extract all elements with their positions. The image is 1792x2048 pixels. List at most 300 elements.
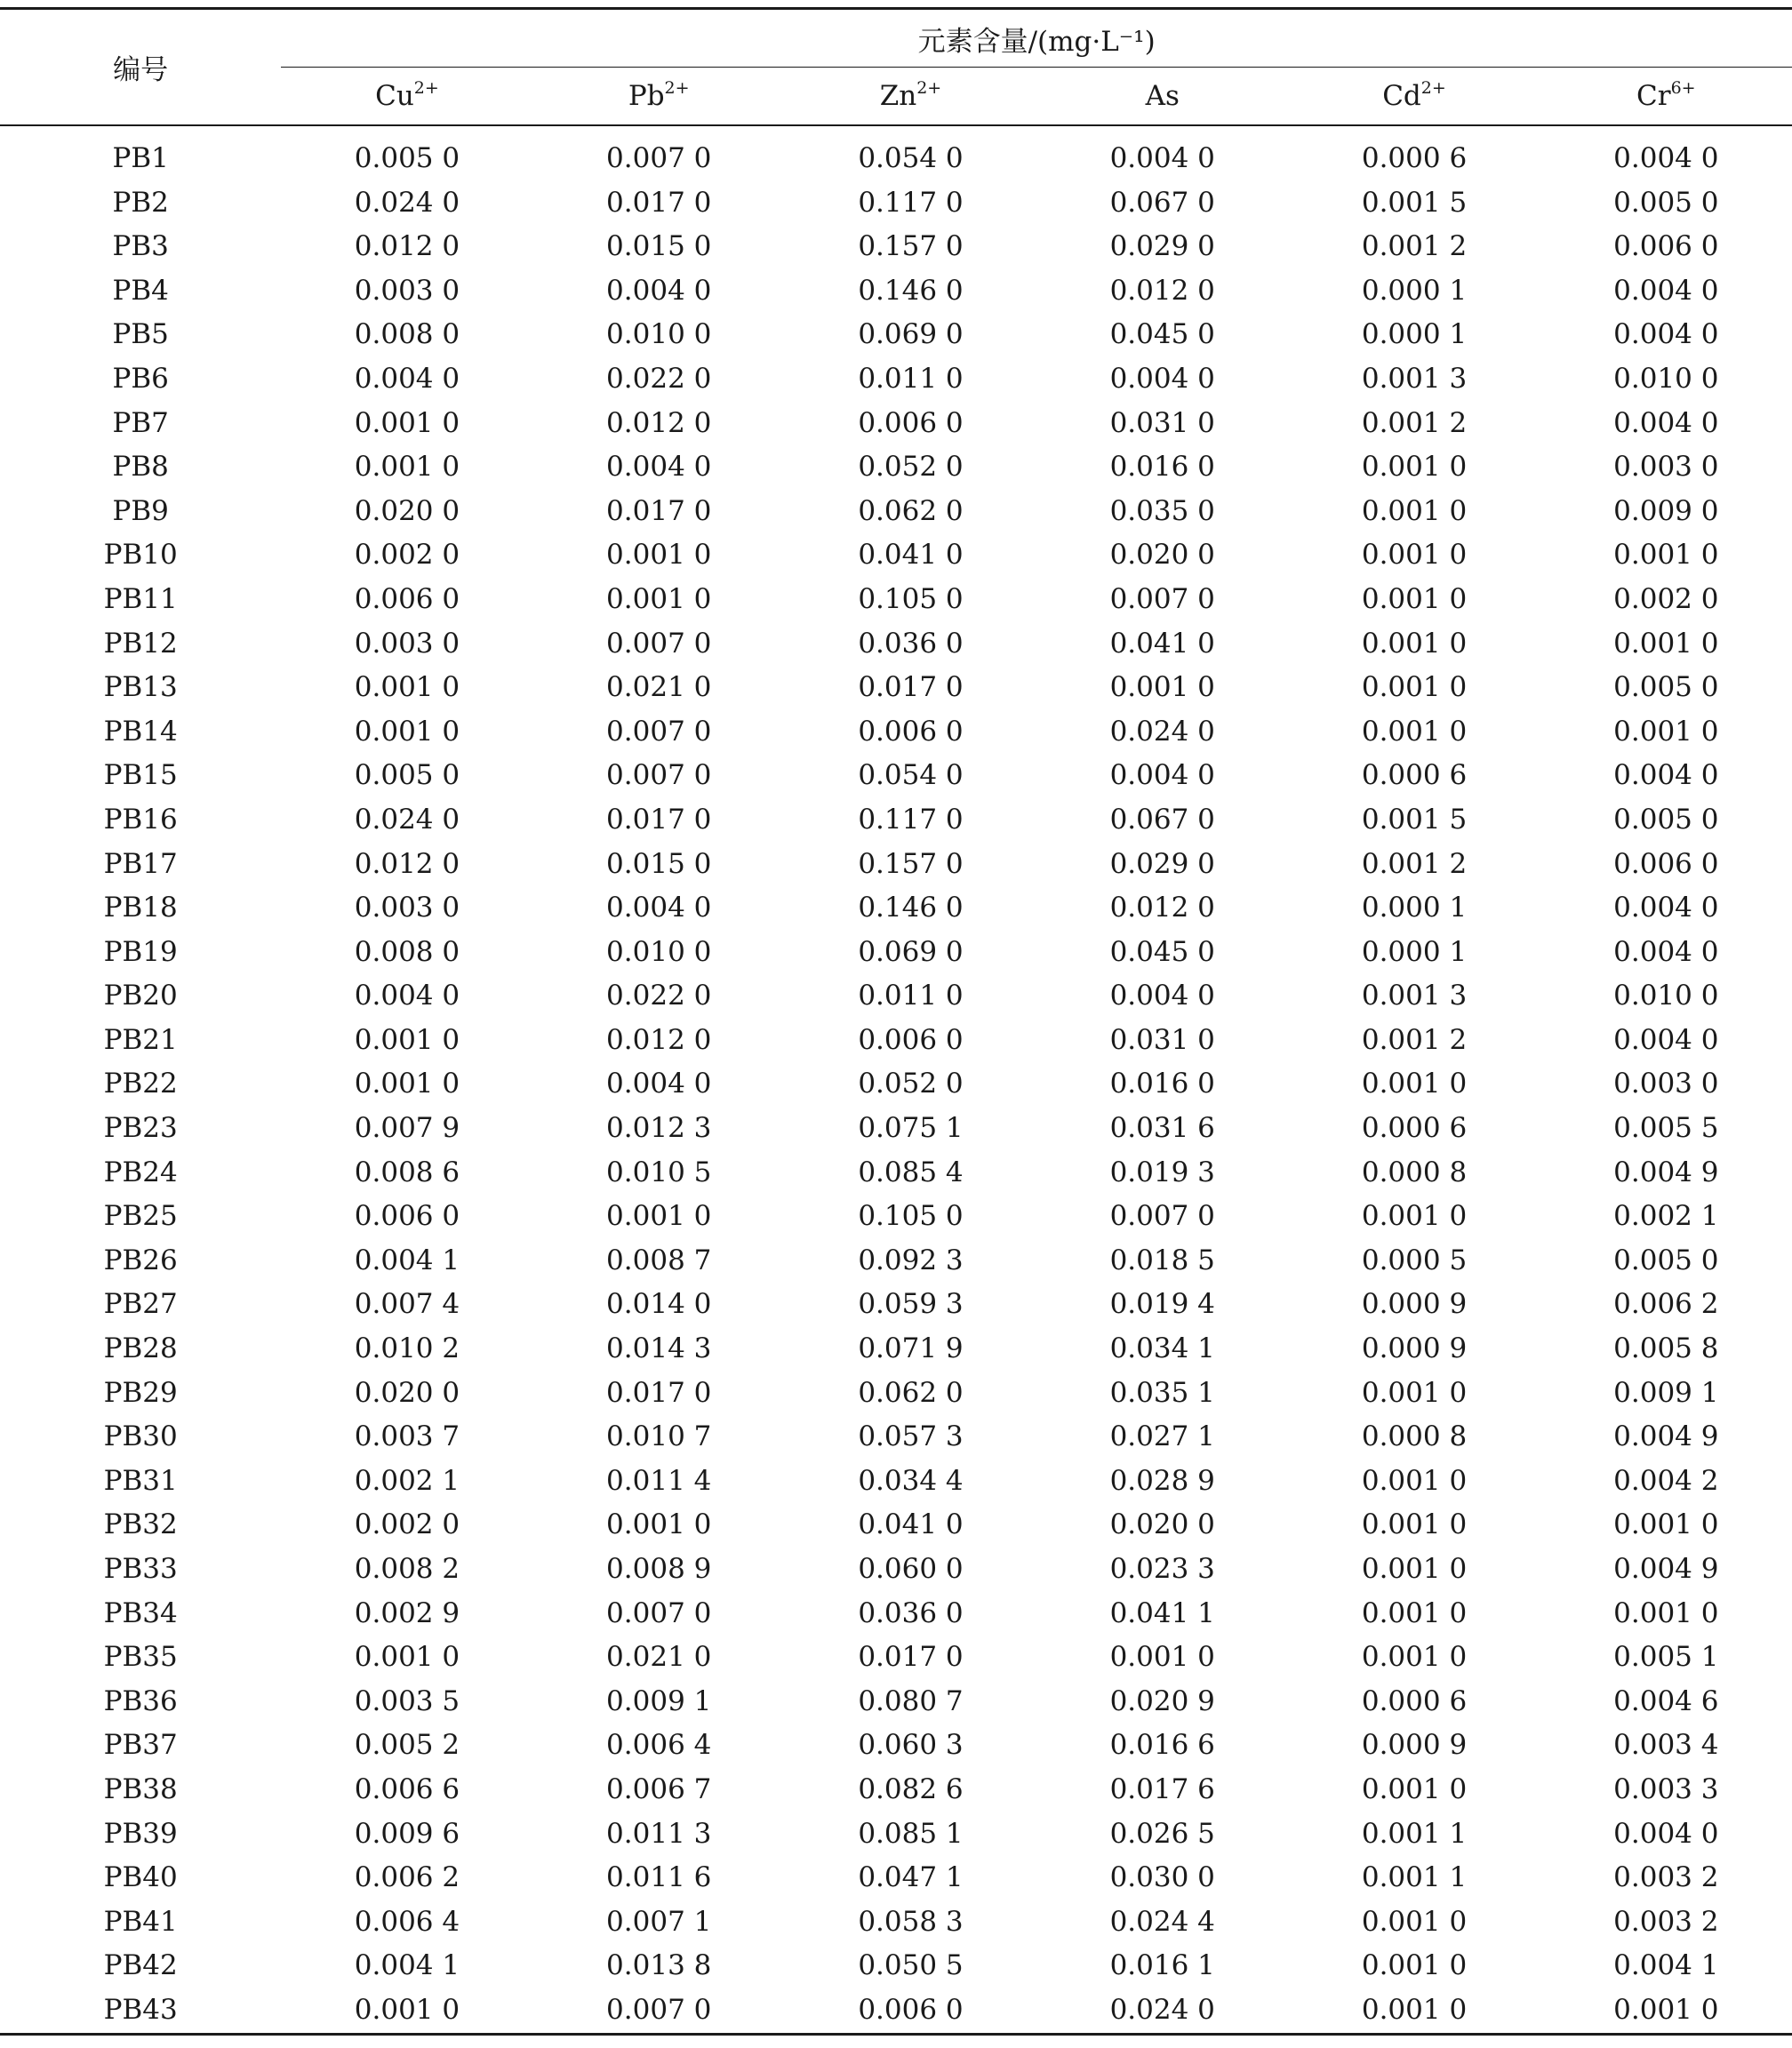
value-cell: 0.022 0 [606,980,712,1012]
value-cell: 0.004 2 [1613,1464,1719,1497]
value-cell: 0.041 0 [858,1508,964,1541]
table-row [0,1195,1792,1239]
value-cell: 0.041 0 [1109,627,1215,660]
value-cell: 0.001 0 [354,1068,460,1100]
value-cell: 0.075 1 [858,1112,964,1145]
value-cell: 0.003 0 [354,892,460,924]
value-cell: 0.085 4 [858,1156,964,1188]
value-cell: 0.029 0 [1109,847,1215,880]
value-cell: 0.007 0 [1109,582,1215,615]
value-cell: 0.009 1 [606,1684,712,1717]
value-cell: 0.004 0 [1613,142,1719,174]
value-cell: 0.008 0 [354,318,460,351]
value-cell: 0.001 0 [354,451,460,484]
value-cell: 0.004 0 [1109,759,1215,792]
value-cell: 0.006 0 [1613,847,1719,880]
value-cell: 0.067 0 [1109,803,1215,836]
value-cell: 0.001 0 [1288,1988,1540,2034]
value-cell: 0.001 0 [1613,627,1719,660]
value-cell: 0.009 1 [1613,1376,1719,1409]
value-cell: 0.004 0 [1613,1023,1719,1056]
value-cell: 0.004 0 [606,1068,712,1100]
value-cell: 0.001 1 [1361,1817,1468,1850]
sample-id-cell: PB4 [112,274,169,307]
value-cell: 0.007 0 [606,1596,712,1629]
value-cell: 0.069 0 [858,318,964,351]
value-cell: 0.005 0 [1613,803,1719,836]
value-cell: 0.000 8 [1361,1420,1468,1453]
value-cell: 0.001 0 [1361,1068,1468,1100]
value-cell: 0.045 0 [1109,318,1215,351]
column-header-base: Pb [628,80,665,112]
column-header-charge: 2+ [916,78,942,98]
sample-id-cell: PB2 [112,186,169,219]
table-row [0,125,1792,181]
table-row [0,1900,1792,1945]
value-cell: 0.000 6 [1361,142,1468,174]
value-cell: 0.011 6 [606,1861,712,1894]
column-header-base: Cd [1382,80,1421,112]
value-cell: 0.013 8 [606,1949,712,1982]
value-cell: 0.007 4 [354,1288,460,1321]
value-cell: 0.003 2 [1613,1861,1719,1894]
value-cell: 0.001 0 [354,1641,460,1674]
value-cell: 0.016 1 [1109,1949,1215,1982]
table-row [0,1768,1792,1812]
sample-id-cell: PB33 [103,1553,178,1585]
value-cell: 0.001 0 [1613,539,1719,572]
sample-id-cell: PB39 [103,1817,178,1850]
value-cell: 0.001 0 [1361,582,1468,615]
value-cell: 0.001 0 [1361,1508,1468,1541]
value-cell: 0.071 9 [858,1332,964,1365]
sample-id-cell: PB19 [103,935,178,968]
value-cell: 0.004 0 [1613,318,1719,351]
value-cell: 0.006 0 [785,1988,1036,2034]
value-cell: 0.001 0 [606,1508,712,1541]
column-header-cr [1540,68,1792,126]
table-row [0,1283,1792,1327]
value-cell: 0.004 1 [354,1949,460,1982]
value-cell: 0.008 0 [354,935,460,968]
value-cell: 0.004 0 [354,980,460,1012]
value-cell: 0.067 0 [1109,186,1215,219]
value-cell: 0.000 9 [1361,1332,1468,1365]
value-cell: 0.001 2 [1361,1023,1468,1056]
value-cell: 0.005 2 [354,1729,460,1762]
value-cell: 0.019 4 [1109,1288,1215,1321]
sample-id-cell: PB38 [103,1772,178,1805]
value-cell: 0.004 0 [1613,1817,1719,1850]
value-cell: 0.004 0 [1613,759,1719,792]
value-cell: 0.012 3 [606,1112,712,1145]
value-cell: 0.020 0 [354,1376,460,1409]
table-row [0,1151,1792,1196]
value-cell: 0.016 6 [1109,1729,1215,1762]
table-row [0,1062,1792,1107]
value-cell: 0.010 7 [606,1420,712,1453]
value-cell: 0.020 0 [354,494,460,527]
value-cell: 0.001 0 [606,1200,712,1233]
value-cell: 0.059 3 [858,1288,964,1321]
value-cell: 0.004 0 [1109,142,1215,174]
value-cell: 0.054 0 [858,142,964,174]
sample-id-cell: PB31 [103,1464,178,1497]
value-cell: 0.001 0 [1361,1772,1468,1805]
table-row [0,666,1792,710]
table-row [0,974,1792,1019]
value-cell: 0.005 8 [1613,1332,1719,1365]
table-row [0,798,1792,843]
value-cell: 0.000 1 [1361,935,1468,968]
value-cell: 0.062 0 [858,1376,964,1409]
value-cell: 0.007 0 [606,759,712,792]
value-cell: 0.022 0 [606,362,712,395]
value-cell: 0.001 0 [354,1023,460,1056]
table-row [0,1327,1792,1372]
value-cell: 0.001 0 [1361,1596,1468,1629]
value-cell: 0.015 0 [606,847,712,880]
value-cell: 0.012 0 [606,1023,712,1056]
table-row [0,710,1792,755]
value-cell: 0.031 6 [1109,1112,1215,1145]
value-cell: 0.001 2 [1361,847,1468,880]
value-cell: 0.017 0 [606,1376,712,1409]
value-cell: 0.002 9 [354,1596,460,1629]
value-cell: 0.030 0 [1109,1861,1215,1894]
value-cell: 0.001 0 [1361,627,1468,660]
value-cell: 0.001 0 [1109,671,1215,704]
sample-id-cell: PB18 [103,892,178,924]
value-cell: 0.005 0 [354,759,460,792]
value-cell: 0.157 0 [858,847,964,880]
value-cell: 0.004 0 [1613,935,1719,968]
column-header-base: Cu [375,80,414,112]
value-cell: 0.005 0 [1613,1244,1719,1276]
sample-id-cell: PB35 [103,1641,178,1674]
value-cell: 0.034 4 [858,1464,964,1497]
sample-id-cell: PB26 [103,1244,178,1276]
sample-id-cell: PB16 [103,803,178,836]
value-cell: 0.001 0 [1361,539,1468,572]
value-cell: 0.003 5 [354,1684,460,1717]
sample-id-cell: PB36 [103,1684,178,1717]
value-cell: 0.001 0 [1361,1905,1468,1938]
value-cell: 0.000 1 [1361,892,1468,924]
table-row [0,886,1792,931]
value-cell: 0.069 0 [858,935,964,968]
value-cell: 0.092 3 [858,1244,964,1276]
table-row [0,1107,1792,1151]
value-cell: 0.004 9 [1613,1553,1719,1585]
value-cell: 0.021 0 [606,671,712,704]
table-row [0,357,1792,402]
sample-id-cell: PB6 [112,362,169,395]
table-row [0,1988,1792,2034]
value-cell: 0.017 0 [606,494,712,527]
value-cell: 0.003 7 [354,1420,460,1453]
column-header-pb [533,68,785,126]
sample-id-cell: PB42 [103,1949,178,1982]
value-cell: 0.004 0 [606,892,712,924]
sample-id-cell: PB40 [103,1861,178,1894]
value-cell: 0.062 0 [858,494,964,527]
value-cell: 0.007 1 [606,1905,712,1938]
sample-id-cell: PB43 [0,1988,281,2034]
value-cell: 0.012 0 [1109,892,1215,924]
value-cell: 0.000 8 [1361,1156,1468,1188]
table-row [0,1636,1792,1680]
value-cell: 0.018 5 [1109,1244,1215,1276]
value-cell: 0.035 1 [1109,1376,1215,1409]
column-header-charge: 2+ [1420,78,1446,98]
value-cell: 0.054 0 [858,759,964,792]
value-cell: 0.020 0 [1109,539,1215,572]
value-cell: 0.004 9 [1613,1156,1719,1188]
value-cell: 0.011 0 [858,362,964,395]
sample-id-cell: PB3 [112,230,169,263]
value-cell: 0.001 5 [1361,803,1468,836]
column-header-cd [1288,68,1540,126]
value-cell: 0.019 3 [1109,1156,1215,1188]
value-cell: 0.157 0 [858,230,964,263]
value-cell: 0.003 0 [354,274,460,307]
value-cell: 0.027 1 [1109,1420,1215,1453]
value-cell: 0.011 4 [606,1464,712,1497]
value-cell: 0.006 0 [354,1200,460,1233]
table-row [0,1372,1792,1416]
table-row [0,181,1792,226]
value-cell: 0.017 0 [858,1641,964,1674]
value-cell: 0.004 9 [1613,1420,1719,1453]
value-cell: 0.080 7 [858,1684,964,1717]
value-cell: 0.016 0 [1109,451,1215,484]
value-cell: 0.006 4 [354,1905,460,1938]
table-row [0,1680,1792,1724]
value-cell: 0.031 0 [1109,1023,1215,1056]
sample-id-cell: PB28 [103,1332,178,1365]
value-cell: 0.001 0 [1109,1641,1215,1674]
value-cell: 0.011 0 [858,980,964,1012]
value-cell: 0.001 0 [1540,1988,1792,2034]
value-cell: 0.017 0 [606,186,712,219]
value-cell: 0.000 1 [1361,274,1468,307]
table-row [0,1724,1792,1768]
table-row [0,533,1792,578]
value-cell: 0.012 0 [354,847,460,880]
value-cell: 0.026 5 [1109,1817,1215,1850]
value-cell: 0.001 0 [1361,1949,1468,1982]
value-cell: 0.007 9 [354,1112,460,1145]
value-cell: 0.000 9 [1361,1288,1468,1321]
table-row [0,1415,1792,1460]
value-cell: 0.024 0 [354,803,460,836]
value-cell: 0.047 1 [858,1861,964,1894]
value-cell: 0.011 3 [606,1817,712,1850]
value-cell: 0.006 6 [354,1772,460,1805]
value-cell: 0.005 0 [1613,186,1719,219]
value-cell: 0.007 0 [533,1988,785,2034]
value-cell: 0.001 2 [1361,406,1468,439]
sample-id-cell: PB15 [103,759,178,792]
value-cell: 0.004 0 [1613,892,1719,924]
value-cell: 0.001 0 [1361,1553,1468,1585]
sample-id-cell: PB41 [103,1905,178,1938]
value-cell: 0.008 2 [354,1553,460,1585]
column-header-charge: 2+ [664,78,690,98]
sample-id-cell: PB23 [103,1112,178,1145]
value-cell: 0.002 0 [354,539,460,572]
value-cell: 0.017 0 [858,671,964,704]
table-row [0,578,1792,622]
value-cell: 0.000 1 [1361,318,1468,351]
sample-id-cell: PB1 [112,142,169,174]
table-header [0,9,1792,126]
value-cell: 0.006 0 [858,406,964,439]
value-cell: 0.031 0 [1109,406,1215,439]
table-row [0,313,1792,357]
table-row [0,445,1792,490]
value-cell: 0.003 2 [1613,1905,1719,1938]
table-row [0,402,1792,446]
value-cell: 0.050 5 [858,1949,964,1982]
value-cell: 0.004 0 [1109,362,1215,395]
value-cell: 0.001 3 [1361,362,1468,395]
value-cell: 0.105 0 [858,1200,964,1233]
value-cell: 0.003 0 [1613,1068,1719,1100]
value-cell: 0.007 0 [606,715,712,748]
value-cell: 0.004 0 [354,362,460,395]
sample-id-cell: PB22 [103,1068,178,1100]
value-cell: 0.001 0 [1361,1376,1468,1409]
value-cell: 0.009 6 [354,1817,460,1850]
sample-id-cell: PB34 [103,1596,178,1629]
value-cell: 0.006 0 [354,582,460,615]
value-cell: 0.014 3 [606,1332,712,1365]
value-cell: 0.006 2 [1613,1288,1719,1321]
value-cell: 0.000 6 [1361,759,1468,792]
value-cell: 0.001 0 [354,406,460,439]
value-cell: 0.006 4 [606,1729,712,1762]
value-cell: 0.004 1 [1613,1949,1719,1982]
value-cell: 0.016 0 [1109,1068,1215,1100]
sample-id-cell: PB30 [103,1420,178,1453]
value-cell: 0.001 0 [1361,494,1468,527]
table-body [0,125,1792,2034]
column-header-as [1036,68,1288,126]
value-cell: 0.004 0 [1613,406,1719,439]
column-header-charge: 2+ [413,78,439,98]
value-cell: 0.060 0 [858,1553,964,1585]
value-cell: 0.000 6 [1361,1112,1468,1145]
value-cell: 0.029 0 [1109,230,1215,263]
value-cell: 0.004 1 [354,1244,460,1276]
value-cell: 0.010 0 [606,318,712,351]
value-cell: 0.001 0 [1613,1596,1719,1629]
table-row [0,754,1792,798]
sample-id-cell: PB17 [103,847,178,880]
value-cell: 0.014 0 [606,1288,712,1321]
value-cell: 0.004 0 [606,451,712,484]
value-cell: 0.024 0 [1109,715,1215,748]
value-cell: 0.001 0 [1361,715,1468,748]
group-header-label: 元素含量/(mg·L⁻¹) [917,25,1156,58]
value-cell: 0.001 2 [1361,230,1468,263]
value-cell: 0.001 0 [354,715,460,748]
value-cell: 0.001 0 [1361,1641,1468,1674]
sample-id-cell: PB12 [103,627,178,660]
value-cell: 0.010 5 [606,1156,712,1188]
value-cell: 0.007 0 [1109,1200,1215,1233]
value-cell: 0.000 5 [1361,1244,1468,1276]
value-cell: 0.117 0 [858,803,964,836]
value-cell: 0.006 7 [606,1772,712,1805]
table-row [0,622,1792,667]
value-cell: 0.001 0 [1361,1200,1468,1233]
value-cell: 0.005 5 [1613,1112,1719,1145]
value-cell: 0.082 6 [858,1772,964,1805]
table-row [0,931,1792,975]
table-row [0,1944,1792,1988]
value-cell: 0.008 7 [606,1244,712,1276]
value-cell: 0.021 0 [606,1641,712,1674]
value-cell: 0.000 6 [1361,1684,1468,1717]
value-cell: 0.017 0 [606,803,712,836]
value-cell: 0.017 6 [1109,1772,1215,1805]
value-cell: 0.024 4 [1109,1905,1215,1938]
value-cell: 0.041 0 [858,539,964,572]
value-cell: 0.007 0 [606,627,712,660]
value-cell: 0.004 0 [1109,980,1215,1012]
column-header-base: As [1145,80,1180,112]
value-cell: 0.001 5 [1361,186,1468,219]
table-row [0,269,1792,314]
sample-id-cell: PB29 [103,1376,178,1409]
value-cell: 0.004 0 [606,274,712,307]
value-cell: 0.001 0 [1613,715,1719,748]
sample-id-cell: PB7 [112,406,169,439]
value-cell: 0.012 0 [1109,274,1215,307]
column-header-charge: 6+ [1670,78,1696,98]
value-cell: 0.001 0 [1613,1508,1719,1541]
value-cell: 0.058 3 [858,1905,964,1938]
value-cell: 0.020 0 [1109,1508,1215,1541]
sample-id-cell: PB32 [103,1508,178,1541]
value-cell: 0.041 1 [1109,1596,1215,1629]
table-row [0,1239,1792,1284]
column-header-zn [785,68,1036,126]
sample-id-cell: PB24 [103,1156,178,1188]
value-cell: 0.146 0 [858,892,964,924]
value-cell: 0.001 0 [606,539,712,572]
value-cell: 0.052 0 [858,451,964,484]
value-cell: 0.024 0 [1036,1988,1288,2034]
value-cell: 0.001 1 [1361,1861,1468,1894]
column-header-cu [281,68,532,126]
value-cell: 0.002 0 [354,1508,460,1541]
value-cell: 0.012 0 [606,406,712,439]
sample-id-cell: PB9 [112,494,169,527]
value-cell: 0.001 0 [606,582,712,615]
value-cell: 0.036 0 [858,1596,964,1629]
value-cell: 0.036 0 [858,627,964,660]
value-cell: 0.003 0 [354,627,460,660]
value-cell: 0.024 0 [354,186,460,219]
sample-id-cell: PB37 [103,1729,178,1762]
value-cell: 0.010 0 [1613,362,1719,395]
value-cell: 0.004 0 [1613,274,1719,307]
value-cell: 0.005 0 [1613,671,1719,704]
